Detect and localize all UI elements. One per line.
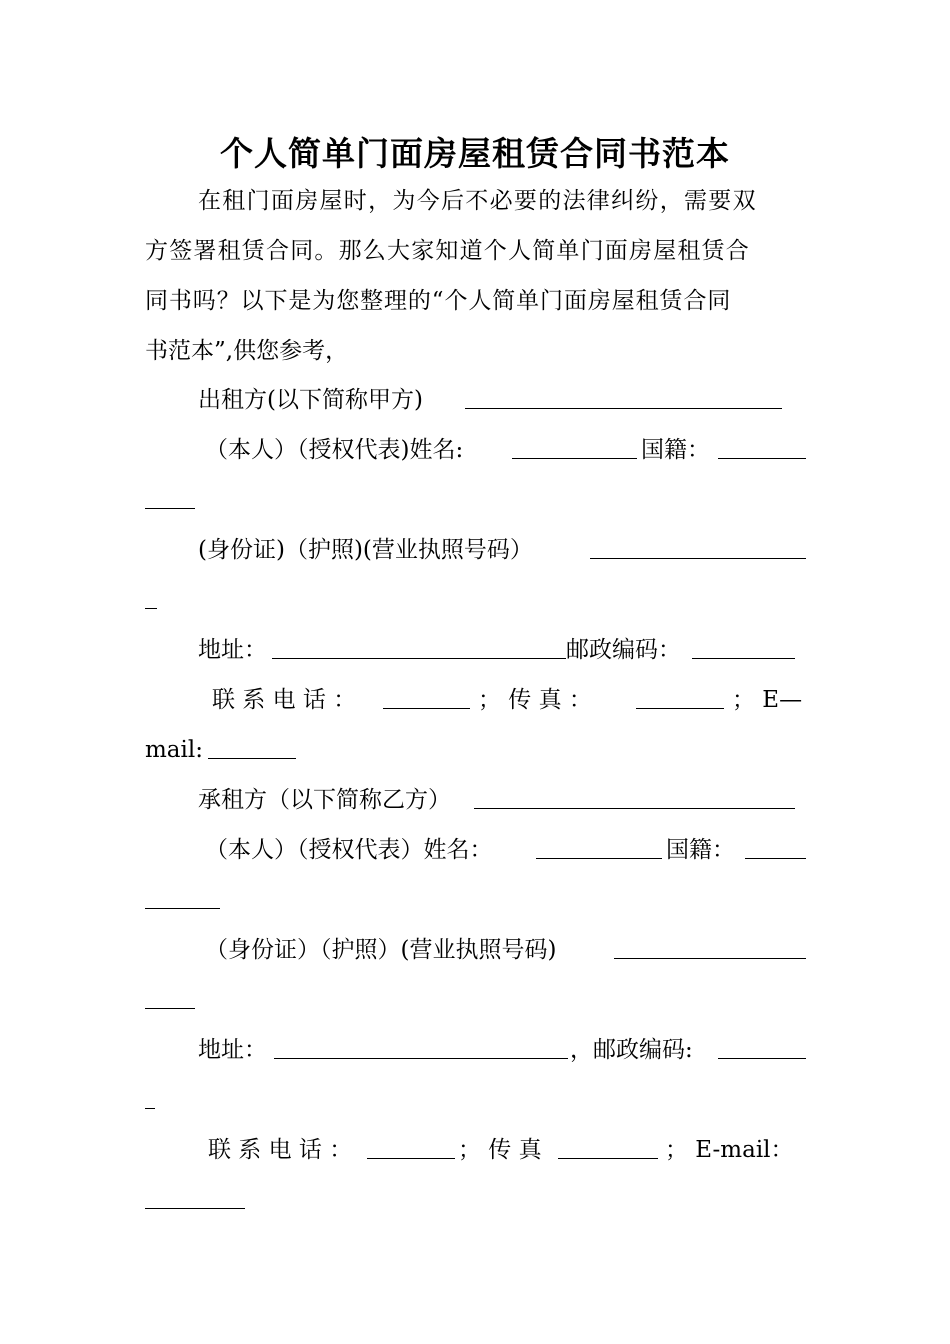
lessee-id-label: （身份证）（护照）(营业执照号码) <box>205 937 557 963</box>
lessor-postcode-field[interactable] <box>692 658 795 659</box>
lessee-heading: 承租方（以下简称乙方） <box>198 787 451 813</box>
lessor-nationality-label: 国籍： <box>641 437 710 463</box>
lessee-postcode-label: ，邮政编码: <box>570 1037 693 1063</box>
lessee-phone-field[interactable] <box>367 1158 455 1159</box>
lessor-phone-field[interactable] <box>383 708 470 709</box>
intro-line-2: 方签署租赁合同。那么大家知道个人简单门面房屋租赁合 <box>145 238 750 264</box>
lessee-address-label: 地址： <box>198 1037 267 1063</box>
lessee-fax-field[interactable] <box>558 1158 658 1159</box>
lessee-email-field[interactable] <box>145 1208 245 1209</box>
lessor-name-blank[interactable] <box>465 408 782 409</box>
lessee-id-field-cont[interactable] <box>145 1008 195 1009</box>
lessor-fax-label: ； 传 真 ： <box>478 687 592 713</box>
intro-line-1: 在租门面房屋时，为今后不必要的法律纠纷，需要双 <box>198 188 757 214</box>
lessee-name-blank[interactable] <box>474 808 795 809</box>
lessee-name-label: （本人）（授权代表）姓名： <box>205 837 493 863</box>
lessor-id-field-cont[interactable] <box>145 608 157 609</box>
lessor-id-field[interactable] <box>590 558 806 559</box>
intro-line-4: 书范本”,供您参考， <box>145 338 349 364</box>
lessor-address-label: 地址： <box>198 637 267 663</box>
lessor-nationality-field[interactable] <box>718 458 806 459</box>
lessor-phone-label: 联 系 电 话 ： <box>212 687 357 713</box>
lessor-email-label-cont: mail: <box>145 737 203 763</box>
lessor-nationality-field-cont[interactable] <box>145 508 195 509</box>
lessee-id-field[interactable] <box>614 958 806 959</box>
lessor-heading: 出租方(以下简称甲方) <box>198 387 423 413</box>
lessee-name-field[interactable] <box>536 858 662 859</box>
lessor-name-label: （本人）（授权代表)姓名: <box>205 437 464 463</box>
lessor-postcode-label: 邮政编码： <box>566 637 681 663</box>
intro-line-3: 同书吗？以下是为您整理的“个人简单门面房屋租赁合同 <box>145 288 732 314</box>
lessor-name-field[interactable] <box>512 458 637 459</box>
lessee-phone-label: 联 系 电 话 ： <box>208 1137 353 1163</box>
lessor-email-label: ； E— <box>732 687 803 713</box>
document-title: 个人简单门面房屋租赁合同书范本 <box>220 134 730 173</box>
lessor-email-field[interactable] <box>208 758 296 759</box>
lessee-nationality-field[interactable] <box>745 858 806 859</box>
lessor-address-field[interactable] <box>272 658 566 659</box>
lessee-email-label: ； E-mail： <box>665 1137 794 1163</box>
lessee-fax-label: ； 传 真 <box>458 1137 542 1163</box>
lessee-postcode-field-cont[interactable] <box>145 1108 155 1109</box>
lessor-id-label: (身份证)（护照)(营业执照号码） <box>198 537 533 563</box>
lessee-address-field[interactable] <box>274 1058 568 1059</box>
lessor-fax-field[interactable] <box>636 708 724 709</box>
lessee-nationality-field-cont[interactable] <box>145 908 220 909</box>
lessee-nationality-label: 国籍： <box>666 837 735 863</box>
lessee-postcode-field[interactable] <box>718 1058 806 1059</box>
